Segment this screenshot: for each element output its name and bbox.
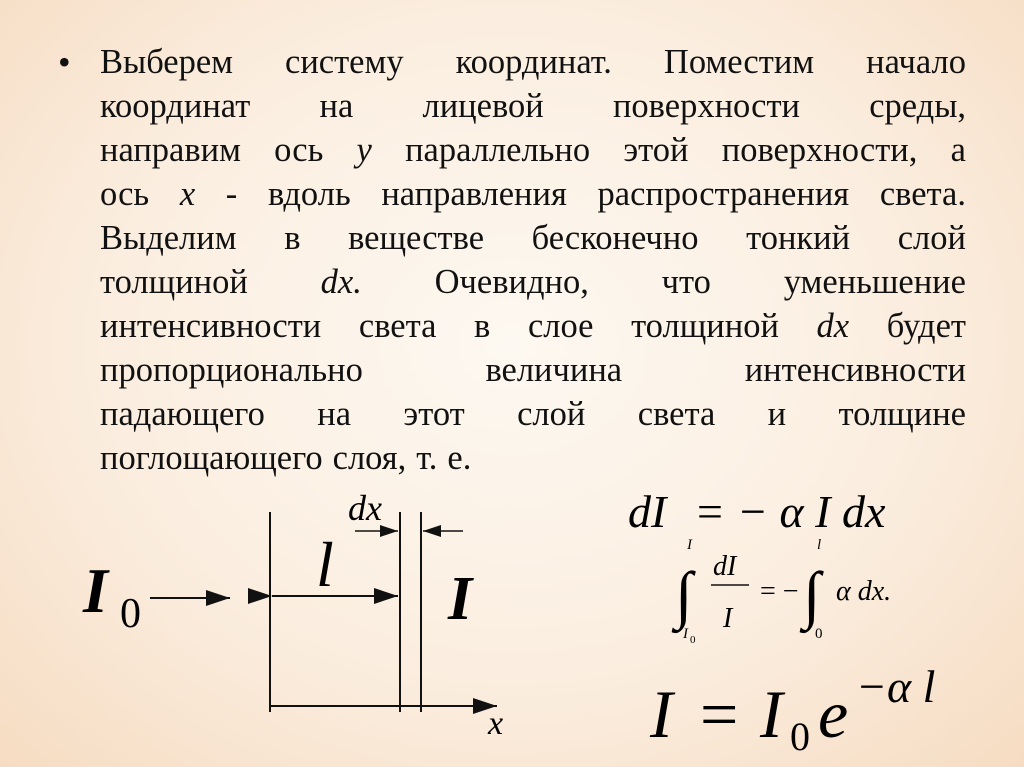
word: и	[767, 395, 787, 433]
word: е.	[447, 439, 472, 477]
result-base-sub: 0	[790, 714, 810, 759]
word: пропорционально	[100, 351, 363, 389]
word: x	[179, 175, 196, 213]
word: веществе	[348, 219, 485, 257]
word: величина	[485, 351, 623, 389]
integral-left-lower-limit: I	[683, 626, 688, 642]
word: света	[637, 395, 716, 433]
word: на	[317, 395, 352, 433]
word: dx.	[320, 263, 362, 301]
word: вдоль	[267, 175, 351, 213]
word: поверхности	[612, 87, 800, 125]
word: что	[661, 263, 711, 301]
differential-equation	[628, 486, 886, 537]
word: этой	[623, 131, 689, 169]
word: параллельно	[405, 131, 591, 169]
word: системy	[285, 43, 404, 81]
word: координат.	[455, 43, 612, 81]
word: слое	[527, 307, 594, 345]
formula1-equals: =	[697, 486, 723, 537]
result-equals: =	[700, 676, 739, 752]
transmitted-intensity-label: I	[448, 565, 473, 633]
word: координат	[100, 87, 251, 125]
word: падающего	[100, 395, 265, 433]
word: распространения	[597, 175, 850, 213]
beer-lambert-result	[649, 661, 935, 759]
integral-right-sign: ∫	[803, 559, 821, 630]
integral-left-upper-limit: I	[687, 537, 692, 553]
word: слой	[897, 219, 966, 257]
word: бесконечно	[531, 219, 699, 257]
length-label: l	[316, 529, 334, 600]
word: поглощающего	[100, 439, 323, 477]
word: интенсивности	[100, 307, 322, 345]
bullet-marker: •	[58, 42, 71, 82]
word: направления	[381, 175, 567, 213]
result-exponential-e: e	[818, 676, 849, 752]
integrand: α dx.	[836, 576, 892, 607]
result-exponent: −α l	[856, 661, 936, 712]
word: поверхности,	[721, 131, 918, 169]
word: на	[319, 87, 354, 125]
word: лицевой	[422, 87, 544, 125]
formula1-rhs: − α I dx	[737, 486, 886, 537]
integral-right-upper-limit: l	[817, 537, 822, 553]
word: Выберем	[100, 43, 233, 81]
word: будет	[886, 307, 966, 345]
word: толщине	[838, 395, 966, 433]
word: dx	[816, 307, 850, 345]
word: ось	[274, 131, 324, 169]
fraction-numerator: dI	[713, 551, 737, 582]
word: направим	[100, 131, 241, 169]
incident-subscript: 0	[120, 591, 141, 637]
word: тонкий	[746, 219, 851, 257]
word: уменьшение	[783, 263, 966, 301]
integral-equals: = −	[760, 576, 799, 607]
fraction-denominator: I	[723, 603, 733, 634]
word: y	[356, 131, 372, 169]
word: Выделим	[100, 219, 237, 257]
formula1-lhs: dI	[628, 486, 667, 537]
word: среды,	[869, 87, 966, 125]
integral-equation	[671, 537, 891, 646]
integral-left-sign: ∫	[675, 559, 693, 630]
word: этот	[403, 395, 465, 433]
word: в	[284, 219, 301, 257]
incident-intensity-label: I	[83, 555, 108, 626]
word: а	[950, 131, 966, 169]
word: толщиной	[100, 263, 248, 301]
word: толщиной	[631, 307, 779, 345]
word: -	[225, 175, 238, 213]
word: интенсивности	[744, 351, 966, 389]
word: в	[474, 307, 491, 345]
word: слоя,	[332, 439, 407, 477]
word: ось	[100, 175, 150, 213]
word: света	[358, 307, 437, 345]
layer-thickness-label: dx	[348, 488, 382, 528]
word: Поместим	[663, 43, 815, 81]
integral-left-lower-sub: 0	[690, 634, 696, 646]
word: света.	[879, 175, 966, 213]
word: начало	[866, 43, 966, 81]
integral-right-lower-limit: 0	[815, 626, 823, 642]
result-lhs: I	[650, 676, 673, 752]
word: слой	[517, 395, 586, 433]
word: Очевидно,	[434, 263, 589, 301]
x-axis-label: x	[488, 705, 504, 742]
word: т.	[416, 439, 438, 477]
result-base: I	[760, 676, 783, 752]
